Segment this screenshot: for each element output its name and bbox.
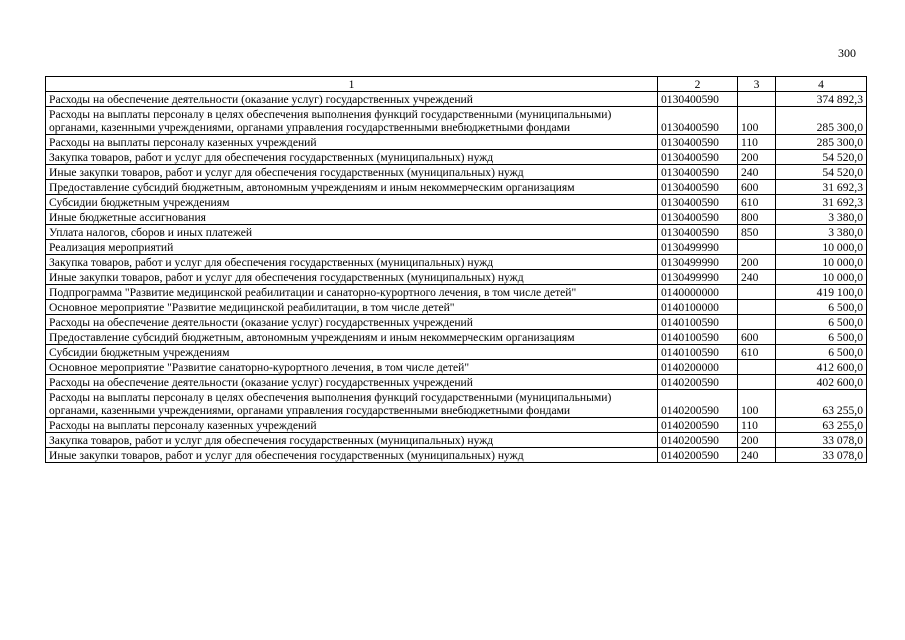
row-code-cell: 0140100590 [658, 330, 738, 345]
row-amount-cell: 10 000,0 [776, 255, 867, 270]
row-name-cell: Иные закупки товаров, работ и услуг для обеспечения государственных (муниципальных) нужд [46, 165, 658, 180]
row-type-cell [738, 315, 776, 330]
table-row [46, 375, 867, 390]
row-code-cell: 0130400590 [658, 225, 738, 240]
row-amount-cell: 54 520,0 [776, 150, 867, 165]
row-amount-cell: 6 500,0 [776, 330, 867, 345]
table-row [46, 418, 867, 433]
row-name-cell: Расходы на обеспечение деятельности (оказание услуг) государственных учреждений [46, 375, 658, 390]
row-name-cell: Расходы на обеспечение деятельности (оказание услуг) государственных учреждений [46, 315, 658, 330]
table-row [46, 330, 867, 345]
row-type-cell: 100 [738, 390, 776, 418]
row-code-cell: 0140100000 [658, 300, 738, 315]
row-amount-cell: 63 255,0 [776, 390, 867, 418]
row-type-cell [738, 300, 776, 315]
row-code-cell: 0130499990 [658, 240, 738, 255]
row-type-cell: 200 [738, 255, 776, 270]
table-row [46, 360, 867, 375]
row-name-cell: Предоставление субсидий бюджетным, автономным учреждениям и иным некоммерческим организациям [46, 330, 658, 345]
row-name-cell: Закупка товаров, работ и услуг для обеспечения государственных (муниципальных) нужд [46, 433, 658, 448]
row-code-cell: 0140200000 [658, 360, 738, 375]
row-type-cell [738, 92, 776, 107]
table-row [46, 448, 867, 463]
row-type-cell: 100 [738, 107, 776, 135]
row-name-cell: Иные закупки товаров, работ и услуг для обеспечения государственных (муниципальных) нужд [46, 270, 658, 285]
row-type-cell: 110 [738, 418, 776, 433]
table-body [46, 77, 867, 463]
row-name-cell: Иные закупки товаров, работ и услуг для обеспечения государственных (муниципальных) нужд [46, 448, 658, 463]
table-row [46, 270, 867, 285]
row-name-cell: Расходы на выплаты персоналу казенных учреждений [46, 135, 658, 150]
row-amount-cell: 285 300,0 [776, 135, 867, 150]
row-code-cell: 0140200590 [658, 418, 738, 433]
row-code-cell: 0140200590 [658, 448, 738, 463]
table-row [46, 92, 867, 107]
table-row [46, 433, 867, 448]
row-type-cell: 800 [738, 210, 776, 225]
row-amount-cell: 6 500,0 [776, 345, 867, 360]
row-code-cell: 0130400590 [658, 135, 738, 150]
row-code-cell: 0140000000 [658, 285, 738, 300]
row-amount-cell: 54 520,0 [776, 165, 867, 180]
row-amount-cell: 374 892,3 [776, 92, 867, 107]
row-type-cell [738, 285, 776, 300]
row-amount-cell: 412 600,0 [776, 360, 867, 375]
table-row [46, 107, 867, 135]
row-code-cell: 0130400590 [658, 92, 738, 107]
row-name-cell: Расходы на выплаты персоналу в целях обеспечения выполнения функций государственными (муниципальными) органами, казенными учреждениями, органами управления государственными внебюджетными фондами [46, 390, 658, 418]
row-name-cell: Субсидии бюджетным учреждениям [46, 195, 658, 210]
row-amount-cell: 33 078,0 [776, 448, 867, 463]
row-code-cell: 0130400590 [658, 195, 738, 210]
row-amount-cell: 63 255,0 [776, 418, 867, 433]
row-name-cell: Реализация мероприятий [46, 240, 658, 255]
row-code-cell: 0140100590 [658, 315, 738, 330]
row-amount-cell: 402 600,0 [776, 375, 867, 390]
table-row [46, 150, 867, 165]
table-row [46, 255, 867, 270]
column-header-code: 2 [658, 77, 738, 92]
column-header-amount: 4 [776, 77, 867, 92]
row-amount-cell: 31 692,3 [776, 195, 867, 210]
table-row [46, 285, 867, 300]
row-code-cell: 0140200590 [658, 390, 738, 418]
row-type-cell: 200 [738, 150, 776, 165]
table-row [46, 240, 867, 255]
row-type-cell [738, 375, 776, 390]
row-name-cell: Иные бюджетные ассигнования [46, 210, 658, 225]
table-row [46, 165, 867, 180]
row-amount-cell: 6 500,0 [776, 315, 867, 330]
page-number: 300 [838, 46, 856, 60]
row-code-cell: 0130400590 [658, 165, 738, 180]
row-type-cell: 240 [738, 270, 776, 285]
table-row [46, 180, 867, 195]
row-type-cell: 110 [738, 135, 776, 150]
column-header-type: 3 [738, 77, 776, 92]
row-code-cell: 0140200590 [658, 433, 738, 448]
row-code-cell: 0130400590 [658, 150, 738, 165]
table-row [46, 390, 867, 418]
row-type-cell: 240 [738, 165, 776, 180]
row-amount-cell: 6 500,0 [776, 300, 867, 315]
row-name-cell: Основное мероприятие "Развитие санаторно-курортного лечения, в том числе детей" [46, 360, 658, 375]
row-type-cell: 850 [738, 225, 776, 240]
row-amount-cell: 33 078,0 [776, 433, 867, 448]
row-amount-cell: 31 692,3 [776, 180, 867, 195]
table-row [46, 135, 867, 150]
row-type-cell: 610 [738, 345, 776, 360]
row-amount-cell: 10 000,0 [776, 270, 867, 285]
row-code-cell: 0130400590 [658, 107, 738, 135]
row-type-cell: 240 [738, 448, 776, 463]
row-amount-cell: 10 000,0 [776, 240, 867, 255]
table-row [46, 315, 867, 330]
row-code-cell: 0130499990 [658, 255, 738, 270]
column-header-name: 1 [46, 77, 658, 92]
row-name-cell: Подпрограмма "Развитие медицинской реабилитации и санаторно-курортного лечения, в том числе детей" [46, 285, 658, 300]
row-name-cell: Расходы на обеспечение деятельности (оказание услуг) государственных учреждений [46, 92, 658, 107]
row-code-cell: 0140200590 [658, 375, 738, 390]
row-name-cell: Расходы на выплаты персоналу в целях обеспечения выполнения функций государственными (муниципальными) органами, казенными учреждениями, органами управления государственными внебюджетными фондами [46, 107, 658, 135]
row-amount-cell: 285 300,0 [776, 107, 867, 135]
row-type-cell: 610 [738, 195, 776, 210]
row-name-cell: Основное мероприятие "Развитие медицинской реабилитации, в том числе детей" [46, 300, 658, 315]
row-code-cell: 0130499990 [658, 270, 738, 285]
row-amount-cell: 3 380,0 [776, 210, 867, 225]
table-row [46, 210, 867, 225]
table-row [46, 345, 867, 360]
row-name-cell: Закупка товаров, работ и услуг для обеспечения государственных (муниципальных) нужд [46, 255, 658, 270]
row-name-cell: Уплата налогов, сборов и иных платежей [46, 225, 658, 240]
row-name-cell: Расходы на выплаты персоналу казенных учреждений [46, 418, 658, 433]
row-code-cell: 0130400590 [658, 210, 738, 225]
table-row [46, 300, 867, 315]
row-name-cell: Закупка товаров, работ и услуг для обеспечения государственных (муниципальных) нужд [46, 150, 658, 165]
row-name-cell: Предоставление субсидий бюджетным, автономным учреждениям и иным некоммерческим организациям [46, 180, 658, 195]
row-type-cell: 600 [738, 180, 776, 195]
table-header-row [46, 77, 867, 92]
table-row [46, 225, 867, 240]
row-type-cell [738, 360, 776, 375]
row-type-cell: 600 [738, 330, 776, 345]
row-code-cell: 0140100590 [658, 345, 738, 360]
row-code-cell: 0130400590 [658, 180, 738, 195]
row-name-cell: Субсидии бюджетным учреждениям [46, 345, 658, 360]
row-amount-cell: 419 100,0 [776, 285, 867, 300]
row-type-cell: 200 [738, 433, 776, 448]
budget-table [45, 76, 867, 463]
row-amount-cell: 3 380,0 [776, 225, 867, 240]
row-type-cell [738, 240, 776, 255]
table-row [46, 195, 867, 210]
